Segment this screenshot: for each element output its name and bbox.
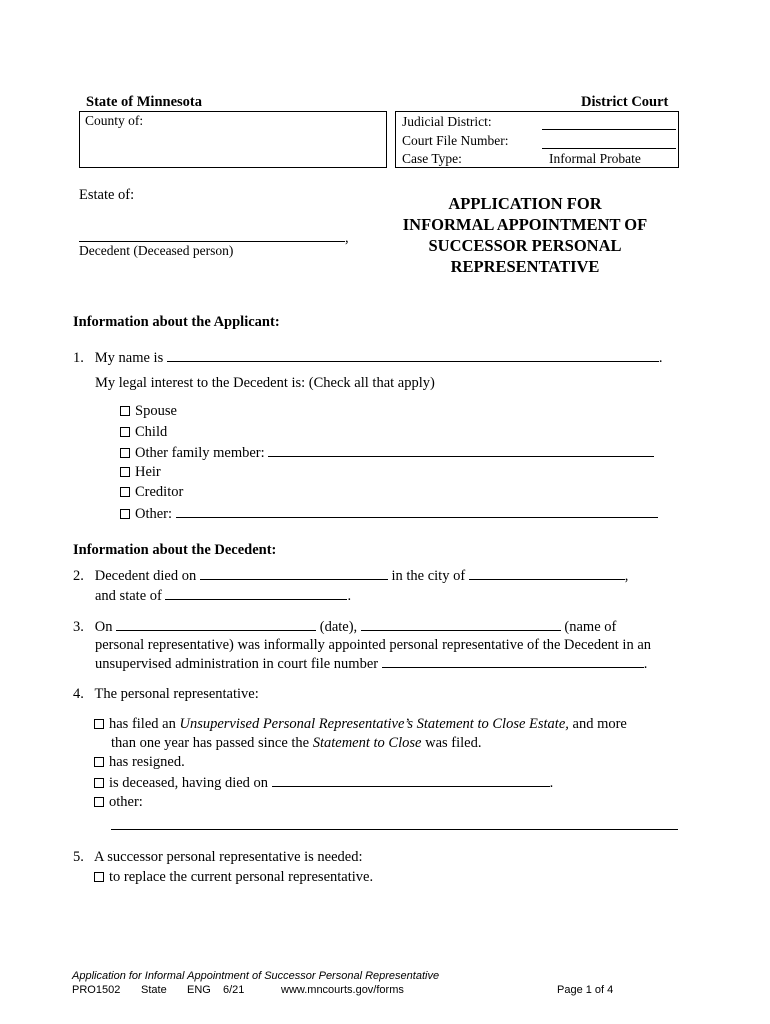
item5-heading — [73, 849, 363, 866]
other-family-field[interactable] — [268, 444, 654, 457]
item3-file-label: unsupervised administration in court file number — [95, 656, 379, 672]
item2-state-label: and state of — [95, 588, 162, 604]
item4-other-field[interactable] — [111, 815, 678, 830]
option-label: is deceased, having died on — [109, 775, 269, 791]
checkbox[interactable] — [120, 509, 130, 519]
checkbox[interactable] — [120, 406, 130, 416]
item4-option-resigned[interactable] — [94, 754, 185, 771]
court-label: District Court — [581, 94, 669, 110]
option-heir[interactable] — [120, 464, 161, 481]
footer-jurisdiction: State — [141, 984, 167, 996]
item3-row2: personal representative) was informally appointed personal representative of the Decedent in an — [95, 637, 652, 653]
checkbox[interactable] — [94, 719, 104, 729]
option-other-family[interactable] — [120, 444, 654, 462]
footer-website[interactable]: www.mncourts.gov/forms — [281, 984, 404, 996]
section-applicant-heading: Information about the Applicant: — [73, 314, 280, 330]
court-file-number-label: Court File Number: — [402, 133, 509, 148]
item2-died-on: Decedent died on — [94, 568, 197, 584]
title-line: REPRESENTATIVE — [450, 257, 600, 276]
representative-name-field[interactable] — [361, 618, 561, 631]
county-label: County of: — [85, 113, 144, 128]
option-label: and more — [572, 716, 627, 732]
item3-date-label: (date), — [319, 619, 358, 635]
checkbox[interactable] — [94, 757, 104, 767]
item1-interest-text: My legal interest to the Decedent is: (Check all that apply) — [95, 375, 435, 391]
item-number: 4. — [73, 686, 84, 702]
court-file-number-field[interactable] — [542, 148, 676, 149]
decedent-name-line[interactable]: , — [79, 229, 349, 247]
option-label: has resigned. — [109, 754, 185, 770]
option-label: Child — [135, 424, 168, 440]
section-decedent-heading: Information about the Decedent: — [73, 542, 277, 558]
judicial-district-field[interactable] — [542, 129, 676, 130]
court-file-number-item-field[interactable] — [382, 655, 644, 668]
checkbox[interactable] — [94, 797, 104, 807]
date-of-death-field[interactable] — [200, 567, 388, 580]
footer-revision: 6/21 — [223, 984, 245, 996]
item-number: 2. — [73, 568, 84, 584]
checkbox[interactable] — [94, 778, 104, 788]
judicial-district-label: Judicial District: — [402, 114, 492, 129]
item3-on: On — [94, 619, 113, 635]
checkbox[interactable] — [120, 448, 130, 458]
option-label: other: — [109, 794, 143, 810]
item4-text: The personal representative: — [94, 686, 259, 702]
case-info-box — [395, 111, 679, 168]
pr-death-date-field[interactable] — [272, 774, 550, 787]
checkbox[interactable] — [120, 487, 130, 497]
option-label: Spouse — [135, 403, 177, 419]
item3-row1 — [73, 618, 616, 636]
estate-label: Estate of: — [79, 187, 135, 203]
footer-form-title: Application for Informal Appointment of Successor Personal Representative — [72, 970, 440, 982]
footer-code: PRO1502 — [72, 984, 121, 996]
option-label: Creditor — [135, 484, 184, 500]
item5-option-replace[interactable] — [94, 869, 373, 886]
other-interest-field[interactable] — [176, 505, 658, 518]
item-number: 1. — [73, 350, 84, 366]
option-label: to replace the current personal representative. — [109, 869, 374, 885]
item4-heading — [73, 686, 259, 703]
applicant-name-field[interactable] — [167, 349, 659, 362]
title-line: INFORMAL APPOINTMENT OF — [402, 215, 648, 234]
option-other[interactable] — [120, 505, 658, 523]
item2-row1: 2. Decedent died on in the city of , — [73, 568, 629, 584]
state-field[interactable] — [165, 587, 347, 600]
item3-name-of: (name of — [564, 619, 617, 635]
option-label: Other: — [135, 506, 173, 522]
item4-option-deceased[interactable]: is deceased, having died on . — [94, 774, 553, 792]
option-label-italic: Unsupervised Personal Representative’s Statement to Close Estate, — [179, 716, 569, 732]
item3-row3: unsupervised administration in court file number . — [95, 656, 648, 672]
option-label-italic: Statement to Close — [312, 735, 422, 751]
checkbox[interactable] — [120, 467, 130, 477]
item5-text: A successor personal representative is needed: — [93, 849, 363, 865]
item1-text: My name is — [94, 350, 164, 366]
item-number: 3. — [73, 619, 84, 635]
footer-language: ENG — [187, 984, 211, 996]
option-label: was filed. — [425, 735, 482, 751]
title-line: APPLICATION FOR — [448, 194, 602, 213]
appointment-date-field[interactable] — [116, 618, 316, 631]
case-type-label: Case Type: — [402, 151, 462, 166]
county-box[interactable] — [79, 111, 387, 168]
footer-page-number: Page 1 of 4 — [557, 984, 614, 996]
option-child[interactable] — [120, 424, 167, 441]
option-label: has filed an — [109, 716, 176, 732]
city-field[interactable] — [469, 567, 625, 580]
option-label: Heir — [135, 464, 161, 480]
item1-name-row: 1. My name is . — [73, 350, 663, 366]
checkbox[interactable] — [94, 872, 104, 882]
option-label: than one year has passed since the — [111, 735, 310, 751]
item2-row2: and state of . — [95, 588, 352, 604]
option-creditor[interactable] — [120, 484, 183, 501]
item2-city-label: in the city of — [391, 568, 466, 584]
option-spouse[interactable] — [120, 403, 177, 420]
item4-option-filed[interactable] — [94, 716, 627, 733]
title-line: SUCCESSOR PERSONAL — [428, 236, 622, 255]
state-label: State of Minnesota — [86, 94, 202, 110]
item4-option-other[interactable] — [94, 794, 143, 811]
item4-option-filed-line2 — [111, 735, 481, 752]
option-label: Other family member: — [135, 445, 265, 461]
checkbox[interactable] — [120, 427, 130, 437]
decedent-caption: Decedent (Deceased person) — [79, 243, 234, 258]
form-title — [380, 193, 670, 277]
item-number: 5. — [73, 849, 84, 865]
case-type-value: Informal Probate — [549, 151, 641, 166]
